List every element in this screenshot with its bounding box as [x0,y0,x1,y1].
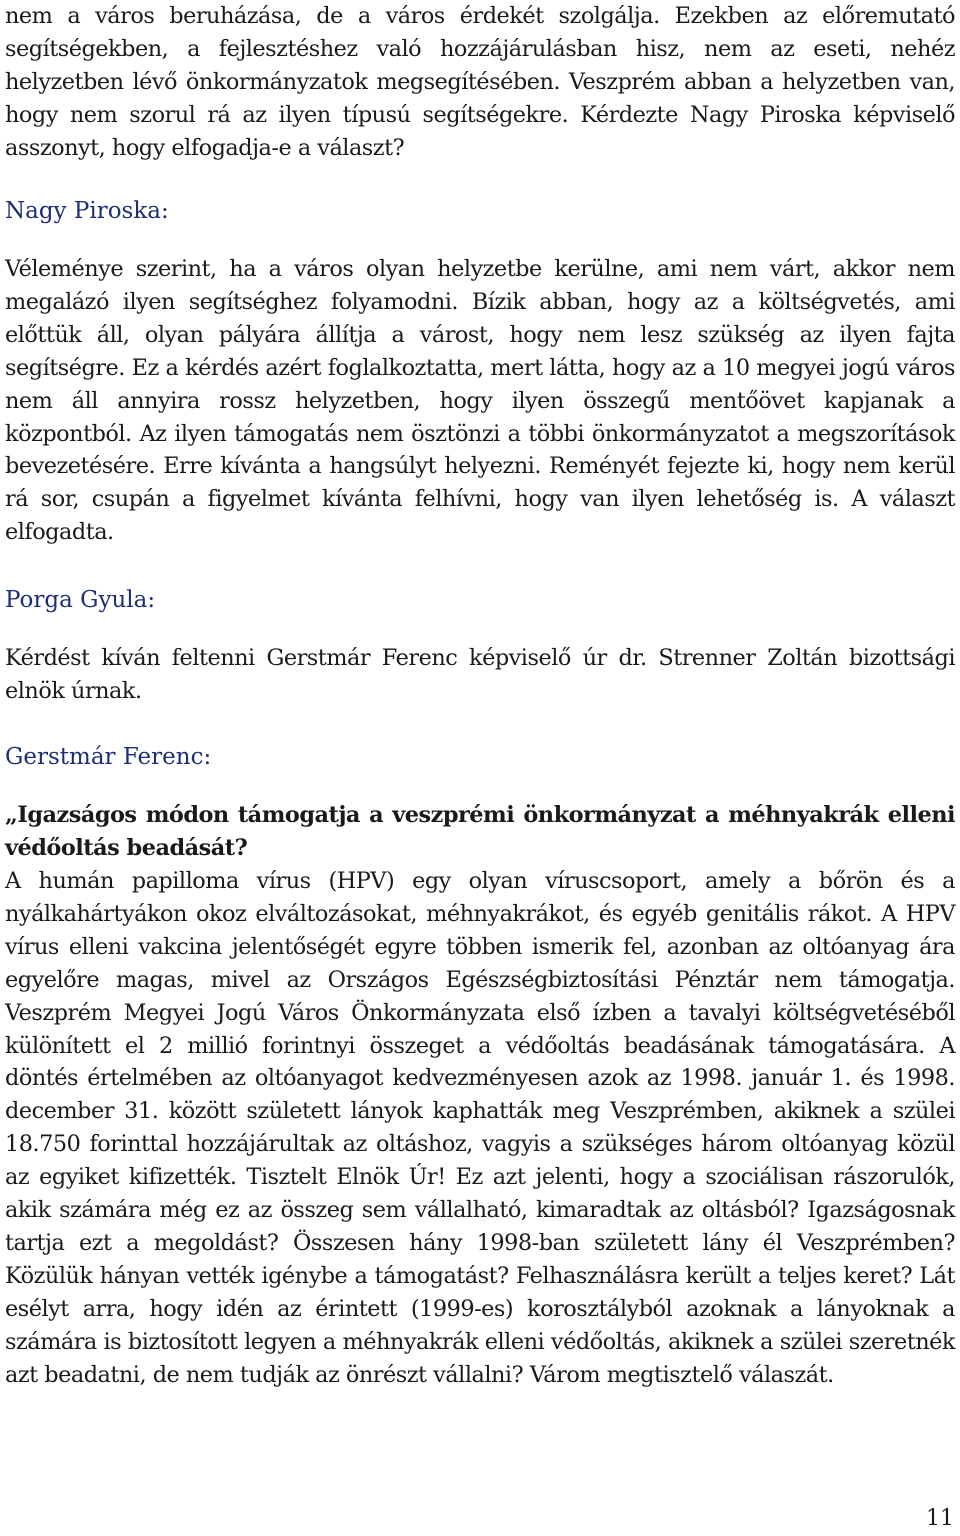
speaker-heading-porga-gyula: Porga Gyula: [5,587,156,613]
question-title: „Igazságos módon támogatja a veszprémi önkormányzat a méhnyakrák elleni védőoltás beadását? [5,802,955,861]
gerstmar-ferenc-paragraph: A humán papilloma vírus (HPV) egy olyan víruscsoport, amely a bőrön és a nyálkahártyákon okoz elváltozásokat, méhnyakrákot, és egyéb genitális rákot. A HPV vírus elleni vakcina jelentőségét egyre többen ismerik fel, azonban az oltóanyag ára egyelőre magas, mivel az Országos Egészségbiztosítási Pénztár nem támogatja. Veszprém Megyei Jogú Város Önkormányzata első ízben a tavalyi költségvetéséből különített el 2 millió forintnyi összeget a védőoltás beadásának támogatására. A döntés értelmében az oltóanyagot kedvezményesen azok az 1998. január 1. és 1998. december 31. között született lányok kaphatták meg Veszprémben, akiknek a szülei 18.750 forinttal hozzájárultak az oltáshoz, vagyis a szükséges három oltóanyag közül az egyiket kifizették. Tisztelt Elnök Úr! Ez azt jelenti, hogy a szociálisan rászorulók, akik számára még ez az összeg sem vállalható, kimaradtak az oltásból? Igazságosnak tartja ezt a megoldást? Összesen hány 1998-ban született lány él Veszprémben? Közülük hányan vették igénybe a támogatást? Felhasználásra került a teljes keret? Lát esélyt arra, hogy idén az érintett (1999-es) korosztályból azoknak a lányoknak a számára is biztosított legyen a méhnyakrák elleni védőoltás, akiknek a szülei szeretnék azt beadatni, de nem tudják az önrészt vállalni? Várom megtisztelő válaszát. [5,868,955,1388]
intro-paragraph: nem a város beruházása, de a város érdekét szolgálja. Ezekben az előremutató segítségekben, a fejlesztéshez való hozzájárulásban hisz, nem az eseti, nehéz helyzetben lévő önkormányzatok megsegítésében. Veszprém abban a helyzetben van, hogy nem szorul rá az ilyen típusú segítségekre. Kérdezte Nagy Piroska képviselő asszonyt, hogy elfogadja-e a választ? [5,3,955,161]
speaker-heading-nagy-piroska: Nagy Piroska: [5,198,169,224]
speaker-heading-gerstmar-ferenc: Gerstmár Ferenc: [5,744,212,770]
nagy-piroska-paragraph: Véleménye szerint, ha a város olyan helyzetbe kerülne, ami nem várt, akkor nem megalázó ilyen segítséghez folyamodni. Bízik abban, hogy az a költségvetés, ami előttük áll, olyan pályára állítja a várost, hogy nem lesz szükség az ilyen fajta segítségre. Ez a kérdés azért foglalkoztatta, mert látta, hogy az a 10 megyei jogú város nem áll annyira rossz helyzetben, hogy ilyen összegű mentőövet kapjanak a központból. Az ilyen támogatás nem ösztönzi a többi önkormányzatot a megszorítások bevezetésére. Erre kívánta a hangsúlyt helyezni. Reményét fejezte ki, hogy nem kerül rá sor, csupán a figyelmet kívánta felhívni, hogy van ilyen lehetőség is. A választ elfogadta. [5,256,955,546]
porga-gyula-paragraph: Kérdést kíván feltenni Gerstmár Ferenc képviselő úr dr. Strenner Zoltán bizottsági elnök úrnak. [5,645,955,704]
page-number: 11 [926,1506,954,1531]
